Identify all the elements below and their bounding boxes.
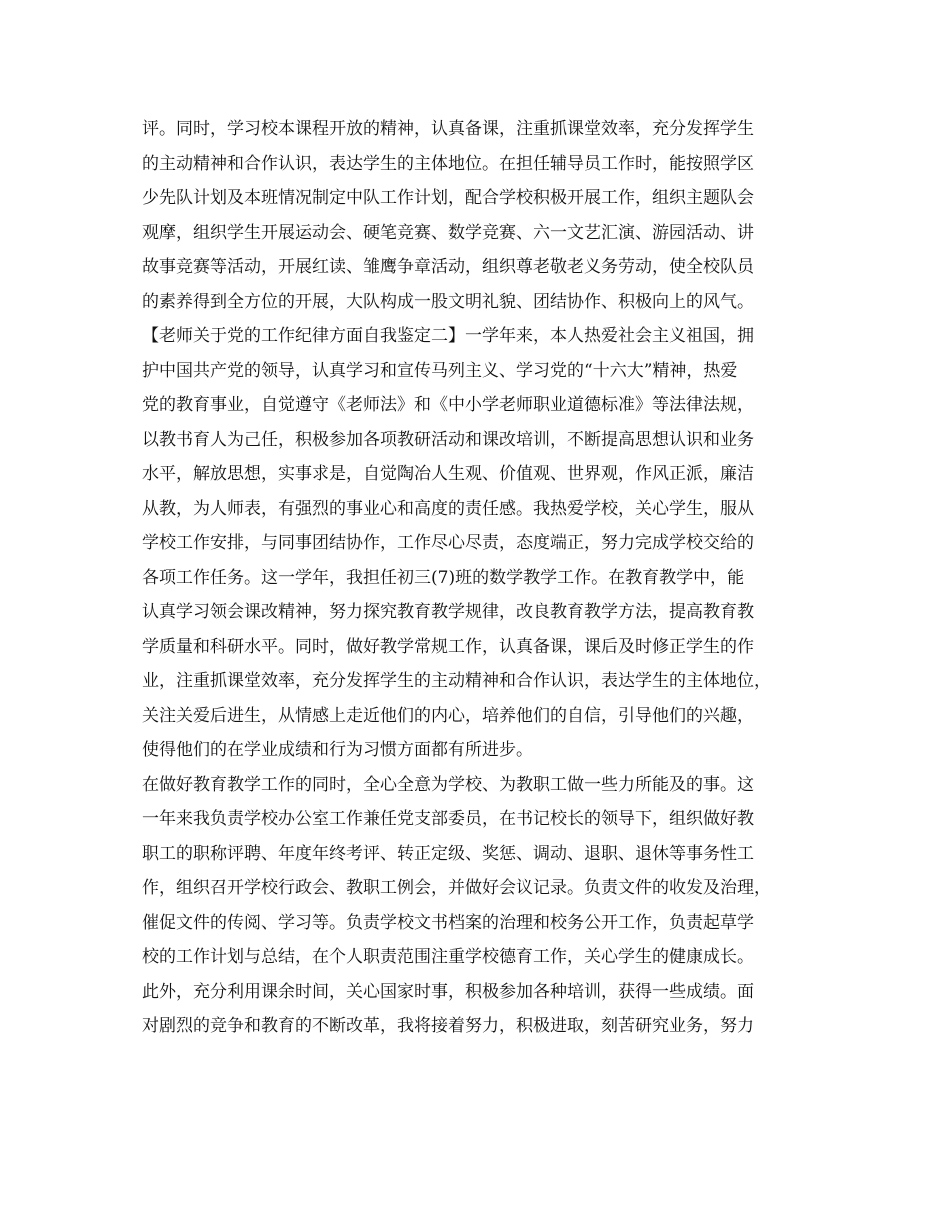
text-line: 催促文件的传阅、学习等。负责学校文书档案的治理和校务公开工作，负责起草学 [142,912,754,933]
text-line: 学质量和科研水平。同时，做好教学常规工作，认真备课，课后及时修正学生的作 [142,636,754,657]
paragraph-start-line: 在做好教育教学工作的同时，全心全意为学校、为教职工做一些力所能及的事。这 [142,774,754,795]
text-line: 水平，解放思想，实事求是，自觉陶冶人生观、价值观、世界观，作风正派，廉洁 [142,464,754,484]
text-line: 评。同时，学习校本课程开放的精神，认真备课，注重抓课堂效率，充分发挥学生 [142,119,754,139]
text-line: 以教书育人为己任，积极参加各项教研活动和课改培训，不断提高思想认识和业务 [142,429,754,450]
text-line: 职工的职称评聘、年度年终考评、转正定级、奖惩、调动、退职、退休等事务性工 [142,843,754,864]
text-line: 故事竞赛等活动，开展红读、雏鹰争章活动，组织尊老敬老义务劳动，使全校队员 [142,257,754,277]
document-body [142,112,832,1044]
text-line: 的素养得到全方位的开展，大队构成一股文明礼貌、团结协作、积极向上的风气。 [142,291,754,312]
text-line: 业，注重抓课堂效率，充分发挥学生的主动精神和合作认识，表达学生的主体地位， [142,671,771,691]
text-line: 此外，充分利用课余时间，关心国家时事，积极参加各种培训，获得一些成绩。面 [142,981,754,1002]
text-line: 一年来我负责学校办公室工作兼任党支部委员，在书记校长的领导下，组织做好教 [142,809,754,829]
text-line: 少先队计划及本班情况制定中队工作计划，配合学校积极开展工作，组织主题队会 [142,188,754,208]
text-line: 学校工作安排，与同事团结协作，工作尽心尽责，态度端正，努力完成学校交给的 [142,533,754,553]
text-line: 校的工作计划与总结，在个人职责范围注重学校德育工作，关心学生的健康成长。 [142,947,754,967]
text-line: 对剧烈的竞争和教育的不断改革，我将接着努力，积极进取，刻苦研究业务，努力 [142,1016,754,1036]
text-line: 各项工作任务。这一学年，我担任初三(7)班的数学教学工作。在教育教学中，能 [142,567,745,588]
text-line: 观摩，组织学生开展运动会、硬笔竞赛、数学竞赛、六一文艺汇演、游园活动、讲 [142,222,754,243]
text-line: 使得他们的在学业成绩和行为习惯方面都有所进步。 [142,740,533,760]
text-line: 认真学习领会课改精神，努力探究教育教学规律，改良教育教学方法，提高教育教 [142,602,754,622]
text-line: 从教，为人师表，有强烈的事业心和高度的责任感。我热爱学校，关心学生，服从 [142,498,754,519]
section-heading-line: 【老师关于党的工作纪律方面自我鉴定二】一学年来，本人热爱社会主义祖国，拥 [142,326,754,346]
text-line: 作，组织召开学校行政会、教职工例会，并做好会议记录。负责文件的收发及治理， [142,878,771,898]
text-line: 的主动精神和合作认识，表达学生的主体地位。在担任辅导员工作时，能按照学区 [142,153,754,174]
text-line: 关注关爱后进生，从情感上走近他们的内心，培养他们的自信，引导他们的兴趣， [142,705,754,726]
text-line: 护中国共产党的领导，认真学习和宣传马列主义、学习党的“十六大”精神，热爱 [142,360,738,381]
text-line: 党的教育事业，自觉遵守《老师法》和《中小学老师职业道德标准》等法律法规， [142,395,754,415]
